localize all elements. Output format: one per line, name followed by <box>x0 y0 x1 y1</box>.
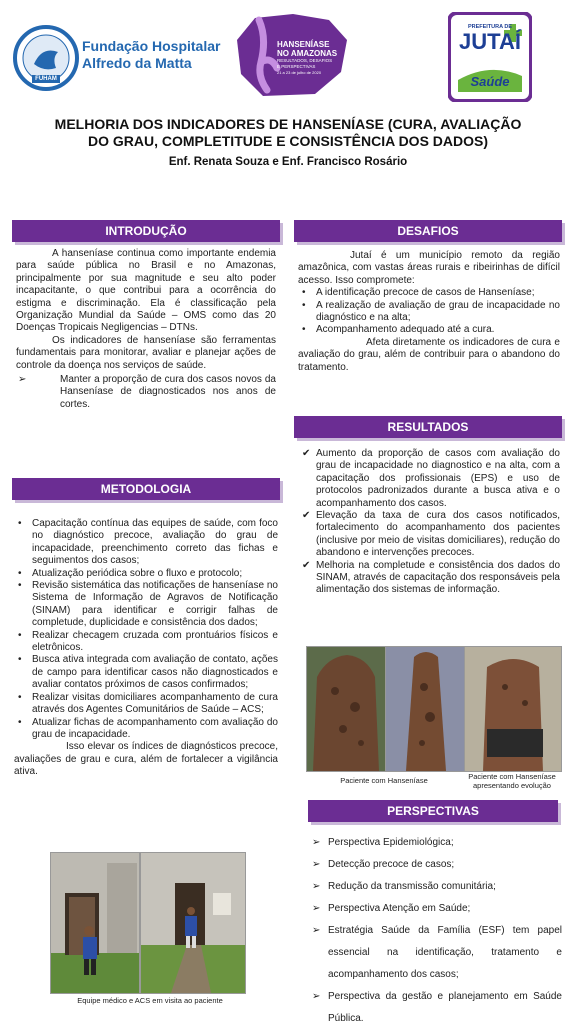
dot-bullet-icon: • <box>18 518 22 529</box>
desafios-list <box>298 287 560 337</box>
list-item-text: Revisão sistemática das notificações de hanseníase no Sistema de Informação de Agravos de Notificação (SINAM) para identificar e corrigir falhas de completude, duplicidade e consistência dos dados; <box>32 580 278 629</box>
list-item-text: Melhoria na completude e consistência dos dados do SINAM, através de capacitação dos responsáveis pela alimentação dos sistemas de informação. <box>316 559 560 596</box>
arrow-bullet-icon: ➢ <box>312 837 321 848</box>
fham-name <box>82 38 220 72</box>
list-item-text: Perspectiva Atenção em Saúde; <box>328 903 471 914</box>
hans-title-2: NO AMAZONAS <box>277 49 338 58</box>
intro-bullet <box>16 374 276 411</box>
list-item <box>14 717 278 742</box>
fham-name-line1: Fundação Hospitalar <box>82 38 221 54</box>
caption-patient: Paciente com Hanseníase <box>340 776 428 785</box>
dot-bullet-icon: • <box>18 691 22 703</box>
list-item-text: Estratégia Saúde da Família (ESF) tem papel essencial na identificação, tratamento e acompanhamento dos casos; <box>328 925 562 980</box>
metodologia-body <box>14 518 278 779</box>
list-item-text: Atualizar fichas de acompanhamento com avaliação do grau de incapacidade. <box>32 716 278 740</box>
arrow-bullet-icon: ➢ <box>312 991 321 1002</box>
poster-title-line1: MELHORIA DOS INDICADORES DE HANSENÍASE (CURA, AVALIAÇÃO <box>54 116 522 132</box>
arrow-bullet-icon: ➢ <box>312 859 321 870</box>
list-item <box>298 560 560 597</box>
dot-bullet-icon: • <box>18 654 22 666</box>
arrow-bullet-icon: ➢ <box>312 903 321 914</box>
dot-bullet-icon: • <box>18 716 22 728</box>
fham-name-line2: Alfredo da Matta <box>82 55 192 71</box>
intro-body <box>16 248 276 411</box>
list-item <box>298 287 560 299</box>
arrow-bullet-icon: ➢ <box>312 881 321 892</box>
list-item-text: Detecção precoce de casos; <box>328 859 455 870</box>
hans-date: 21 a 23 de julho de 2020 <box>277 70 322 75</box>
metodologia-closing: Isso elevar os índices de diagnósticos precoce, avaliações de grau e cura, além de fortalecer a vigilância ativa. <box>14 741 278 778</box>
photo-home-visit-1 <box>50 852 140 994</box>
list-item <box>14 568 278 580</box>
list-item <box>14 580 278 630</box>
list-item-text: Aumento da proporção de casos com avaliação do grau de incapacidade no diagnostico e na alta, com a capacitação dos profissionais (EPS) e uso de protocolos padronizados durante a busca ativa e o acompanhamento dos casos. <box>316 448 560 509</box>
list-item <box>308 898 562 920</box>
intro-heading: INTRODUÇÃO <box>12 220 280 242</box>
list-item-text: Realizar visitas domiciliares acompanhamento de cura através dos Agentes Comunitários de Saúde – ACS; <box>32 691 278 716</box>
metodologia-heading: METODOLOGIA <box>12 478 280 500</box>
metodologia-photo-caption: Equipe médico e ACS em visita ao paciente <box>77 996 223 1005</box>
arrow-bullet-icon: ➢ <box>18 374 27 386</box>
list-item-text: Perspectiva da gestão e planejamento em Saúde Pública. <box>328 991 562 1024</box>
list-item <box>298 510 560 560</box>
list-item-text: Atualização periódica sobre o fluxo e protocolo; <box>32 567 243 579</box>
dot-bullet-icon: • <box>302 324 306 336</box>
hanseniase-amazonas-logo <box>233 10 351 100</box>
desafios-heading: DESAFIOS <box>294 220 562 242</box>
list-item <box>308 832 562 854</box>
list-item-text: A realização de avaliação de grau de incapacidade no diagnóstico e na alta; <box>316 299 560 324</box>
list-item <box>14 518 278 568</box>
list-item <box>14 692 278 717</box>
dot-bullet-icon: • <box>18 567 22 579</box>
intro-paragraph-1: A hanseníase continua como importante endemia para saúde pública no Brasil e no Amazonas, principalmente por sua magnitude e seu alto poder incapacitante, o que contribui para a ocorrência do estigma e discriminação. Ela é classificação pela Organização Mundial da Saúde – OMS como das 20 Doenças Tropicais Negligencias – DTNs. <box>16 248 276 334</box>
caption-patient-evolution <box>462 772 562 790</box>
list-item-text: Perspectiva Epidemiológica; <box>328 837 454 848</box>
caption-evolution-line2: apresentando evolução <box>473 781 551 790</box>
list-item <box>308 854 562 876</box>
hans-sub-1: RESULTADOS, DESAFIOS <box>277 58 333 63</box>
list-item-text: Redução da transmissão comunitária; <box>328 881 496 892</box>
pref-saude: Saúde <box>470 74 510 89</box>
dot-bullet-icon: • <box>302 299 306 311</box>
list-item-text: Acompanhamento adequado até a cura. <box>316 324 495 336</box>
list-item <box>298 324 560 336</box>
list-item <box>298 448 560 510</box>
poster-authors: Enf. Renata Souza e Enf. Francisco Rosário <box>168 156 408 168</box>
desafios-body <box>298 250 560 374</box>
hans-sub-2: E PERSPECTIVAS <box>277 64 316 69</box>
perspectivas-list <box>308 832 562 1030</box>
list-item-text: Busca ativa integrada com avaliação de contato, ações de campo para identificar casos não diagnosticados e avaliar contatos próximos de casos confirmados; <box>32 654 278 691</box>
intro-bullet-text: Manter a proporção de cura dos casos novos da Hanseníase de diagnosticados nos anos de cortes. <box>60 374 276 410</box>
checkmark-icon: ✔ <box>302 448 311 459</box>
list-item-text: Capacitação contínua das equipes de saúde, com foco no diagnóstico precoce, avaliação do grau de incapacidade, preenchimento correto das fichas e seguimentos dos casos; <box>32 518 278 567</box>
checkmark-icon: ✔ <box>302 559 311 571</box>
desafios-paragraph-1: Jutaí é um município remoto da região amazônica, com vastas áreas rurais e ribeirinhas de difícil acesso. Isso compromete: <box>298 250 560 286</box>
pref-jutai: JUTAÍ <box>459 29 521 54</box>
list-item <box>308 920 562 986</box>
dot-bullet-icon: • <box>18 629 22 641</box>
resultados-heading: RESULTADOS <box>294 416 562 438</box>
photo-patient-arm <box>385 646 465 772</box>
poster-title-line2: DO GRAU, COMPLETITUDE E CONSISTÊNCIA DOS DADOS) <box>87 133 489 149</box>
resultados-list <box>298 448 560 597</box>
list-item-text: A identificação precoce de casos de Hanseníase; <box>316 287 535 299</box>
list-item <box>308 876 562 898</box>
metodologia-list <box>14 518 278 741</box>
dot-bullet-icon: • <box>18 580 22 592</box>
arrow-bullet-icon: ➢ <box>312 925 321 936</box>
list-item <box>14 654 278 691</box>
fham-badge: FUHAM <box>35 76 57 82</box>
pref-line1: PREFEITURA DE <box>467 24 513 30</box>
resultados-body <box>298 448 560 597</box>
hans-title-1: HANSENÍASE <box>277 40 330 49</box>
intro-paragraph-2: Os indicadores de hanseníase são ferramentas fundamentais para monitorar, avaliar e planejar ações de controle da doença nos serviços de saúde. <box>16 334 276 371</box>
checkmark-icon: ✔ <box>302 510 311 522</box>
perspectivas-heading: PERSPECTIVAS <box>308 800 558 822</box>
desafios-paragraph-2: Afeta diretamente os indicadores de cura e avaliação do grau, além de contribuir para o abandono do tratamento. <box>298 336 560 373</box>
list-item <box>308 986 562 1030</box>
fham-logo <box>12 24 80 92</box>
perspectivas-body <box>308 832 562 1030</box>
photo-patient-evolution <box>464 646 562 772</box>
list-item-text: Elevação da taxa de cura dos casos notificados, fortalecimento do acompanhamento dos pacientes (inclusive por meio de visitas domiciliares), redução do abandono e intervenções precoces. <box>316 510 560 559</box>
list-item-text: Realizar checagem cruzada com prontuários físicos e eletrônicos. <box>32 629 278 654</box>
photo-patient-back <box>306 646 386 772</box>
list-item <box>298 300 560 325</box>
poster-title <box>30 116 546 150</box>
list-item <box>14 630 278 655</box>
dot-bullet-icon: • <box>302 287 306 299</box>
prefeitura-jutai-logo <box>448 12 532 102</box>
caption-evolution-line1: Paciente com Hanseníase <box>468 772 556 781</box>
photo-home-visit-2 <box>140 852 246 994</box>
